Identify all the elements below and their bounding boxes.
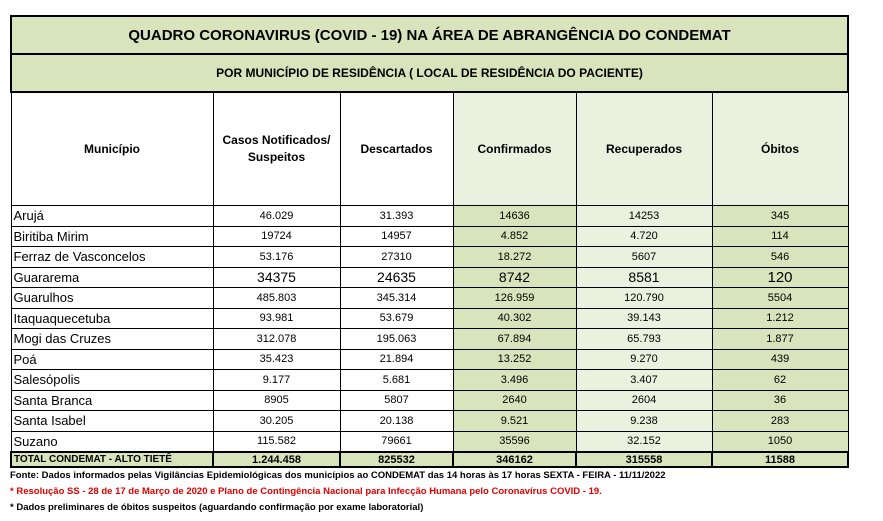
cell-descartados: 5.681: [340, 370, 453, 391]
page-title: QUADRO CORONAVIRUS (COVID - 19) NA ÁREA DE ABRANGÊNCIA DO CONDEMAT: [11, 16, 848, 54]
cell-confirmados: 8742: [453, 267, 576, 288]
cell-casos: 485.803: [213, 288, 340, 309]
total-confirmados: 346162: [453, 452, 576, 467]
total-recuperados: 315558: [576, 452, 712, 467]
cell-casos: 35.423: [213, 349, 340, 370]
cell-casos: 34375: [213, 267, 340, 288]
cell-obitos: 5504: [712, 288, 848, 309]
note-resolucao: * Resolução SS - 28 de 17 de Março de 2020 e Plano de Contingência Nacional para Infecção Humana pelo Coronavírus COVID - 19.: [10, 486, 602, 497]
cell-obitos: 36: [712, 390, 848, 411]
cell-descartados: 345.314: [340, 288, 453, 309]
cell-descartados: 21.894: [340, 349, 453, 370]
cell-recuperados: 65.793: [576, 329, 712, 350]
cell-recuperados: 9.270: [576, 349, 712, 370]
total-casos: 1.244.458: [213, 452, 340, 467]
cell-casos: 53.176: [213, 247, 340, 268]
cell-descartados: 53.679: [340, 308, 453, 329]
cell-recuperados: 8581: [576, 267, 712, 288]
footnotes: [10, 468, 870, 516]
cell-confirmados: 3.496: [453, 370, 576, 391]
cell-recuperados: 5607: [576, 247, 712, 268]
note-fonte: Fonte: Dados informados pelas Vigilâncias Epidemiológicas dos municípios ao CONDEMAT das 14 horas às 17 horas SEXTA - FEIRA - 11/11/2022: [10, 470, 666, 481]
cell-recuperados: 32.152: [576, 431, 712, 452]
table-row: [11, 349, 848, 370]
table-row: [11, 206, 848, 227]
cell-municipio: Mogi das Cruzes: [11, 329, 213, 350]
cell-confirmados: 18.272: [453, 247, 576, 268]
header-recuperados: Recuperados: [576, 92, 712, 206]
table-header-row: [11, 92, 848, 206]
table-row: [11, 308, 848, 329]
covid-table-container: [10, 15, 847, 468]
cell-descartados: 20.138: [340, 411, 453, 432]
cell-obitos: 283: [712, 411, 848, 432]
table-row: [11, 329, 848, 350]
total-descartados: 825532: [340, 452, 453, 467]
cell-municipio: Arujá: [11, 206, 213, 227]
cell-municipio: Guarulhos: [11, 288, 213, 309]
table-row: [11, 370, 848, 391]
total-obitos: 11588: [712, 452, 848, 467]
cell-confirmados: 126.959: [453, 288, 576, 309]
cell-confirmados: 13.252: [453, 349, 576, 370]
cell-descartados: 27310: [340, 247, 453, 268]
cell-recuperados: 120.790: [576, 288, 712, 309]
cell-casos: 19724: [213, 226, 340, 247]
cell-confirmados: 40.302: [453, 308, 576, 329]
cell-municipio: Santa Isabel: [11, 411, 213, 432]
cell-confirmados: 4.852: [453, 226, 576, 247]
cell-casos: 115.582: [213, 431, 340, 452]
table-body: [11, 206, 848, 453]
cell-recuperados: 14253: [576, 206, 712, 227]
cell-municipio: Suzano: [11, 431, 213, 452]
cell-confirmados: 9.521: [453, 411, 576, 432]
cell-confirmados: 35596: [453, 431, 576, 452]
table-row: [11, 288, 848, 309]
cell-recuperados: 39.143: [576, 308, 712, 329]
cell-descartados: 5807: [340, 390, 453, 411]
header-casos-line2: Suspeitos: [247, 150, 306, 164]
cell-casos: 46.029: [213, 206, 340, 227]
table-row: [11, 390, 848, 411]
header-casos-line1: Casos Notificados/: [222, 133, 331, 147]
cell-recuperados: 9.238: [576, 411, 712, 432]
cell-recuperados: 4.720: [576, 226, 712, 247]
cell-obitos: 62: [712, 370, 848, 391]
cell-obitos: 1.212: [712, 308, 848, 329]
header-casos: [213, 92, 340, 206]
cell-confirmados: 67.894: [453, 329, 576, 350]
header-municipio: Município: [11, 92, 213, 206]
cell-obitos: 1050: [712, 431, 848, 452]
cell-recuperados: 2604: [576, 390, 712, 411]
cell-obitos: 1.877: [712, 329, 848, 350]
cell-obitos: 120: [712, 267, 848, 288]
cell-recuperados: 3.407: [576, 370, 712, 391]
total-municipio: TOTAL CONDEMAT - ALTO TIETÊ: [11, 452, 213, 467]
cell-descartados: 31.393: [340, 206, 453, 227]
note-obitos: * Dados preliminares de óbitos suspeitos (aguardando confirmação por exame laboratorial): [10, 502, 424, 513]
table-row: [11, 411, 848, 432]
cell-descartados: 195.063: [340, 329, 453, 350]
cell-casos: 9.177: [213, 370, 340, 391]
table-row: [11, 226, 848, 247]
total-row: [11, 452, 848, 467]
cell-casos: 93.981: [213, 308, 340, 329]
cell-municipio: Salesópolis: [11, 370, 213, 391]
cell-municipio: Ferraz de Vasconcelos: [11, 247, 213, 268]
cell-municipio: Biritiba Mirim: [11, 226, 213, 247]
cell-obitos: 439: [712, 349, 848, 370]
header-descartados: Descartados: [340, 92, 453, 206]
cell-descartados: 79661: [340, 431, 453, 452]
cell-casos: 8905: [213, 390, 340, 411]
cell-municipio: Poá: [11, 349, 213, 370]
table-row: [11, 267, 848, 288]
table-row: [11, 247, 848, 268]
page-subtitle: POR MUNICÍPIO DE RESIDÊNCIA ( LOCAL DE RESIDÊNCIA DO PACIENTE): [11, 54, 848, 92]
cell-obitos: 345: [712, 206, 848, 227]
cell-descartados: 24635: [340, 267, 453, 288]
header-obitos: Óbitos: [712, 92, 848, 206]
cell-descartados: 14957: [340, 226, 453, 247]
cell-municipio: Itaquaquecetuba: [11, 308, 213, 329]
cell-obitos: 546: [712, 247, 848, 268]
cell-confirmados: 2640: [453, 390, 576, 411]
table-row: [11, 431, 848, 452]
cell-confirmados: 14636: [453, 206, 576, 227]
cell-obitos: 114: [712, 226, 848, 247]
header-confirmados: Confirmados: [453, 92, 576, 206]
cell-municipio: Guararema: [11, 267, 213, 288]
cell-municipio: Santa Branca: [11, 390, 213, 411]
cell-casos: 30.205: [213, 411, 340, 432]
covid-table: [10, 15, 849, 468]
cell-casos: 312.078: [213, 329, 340, 350]
